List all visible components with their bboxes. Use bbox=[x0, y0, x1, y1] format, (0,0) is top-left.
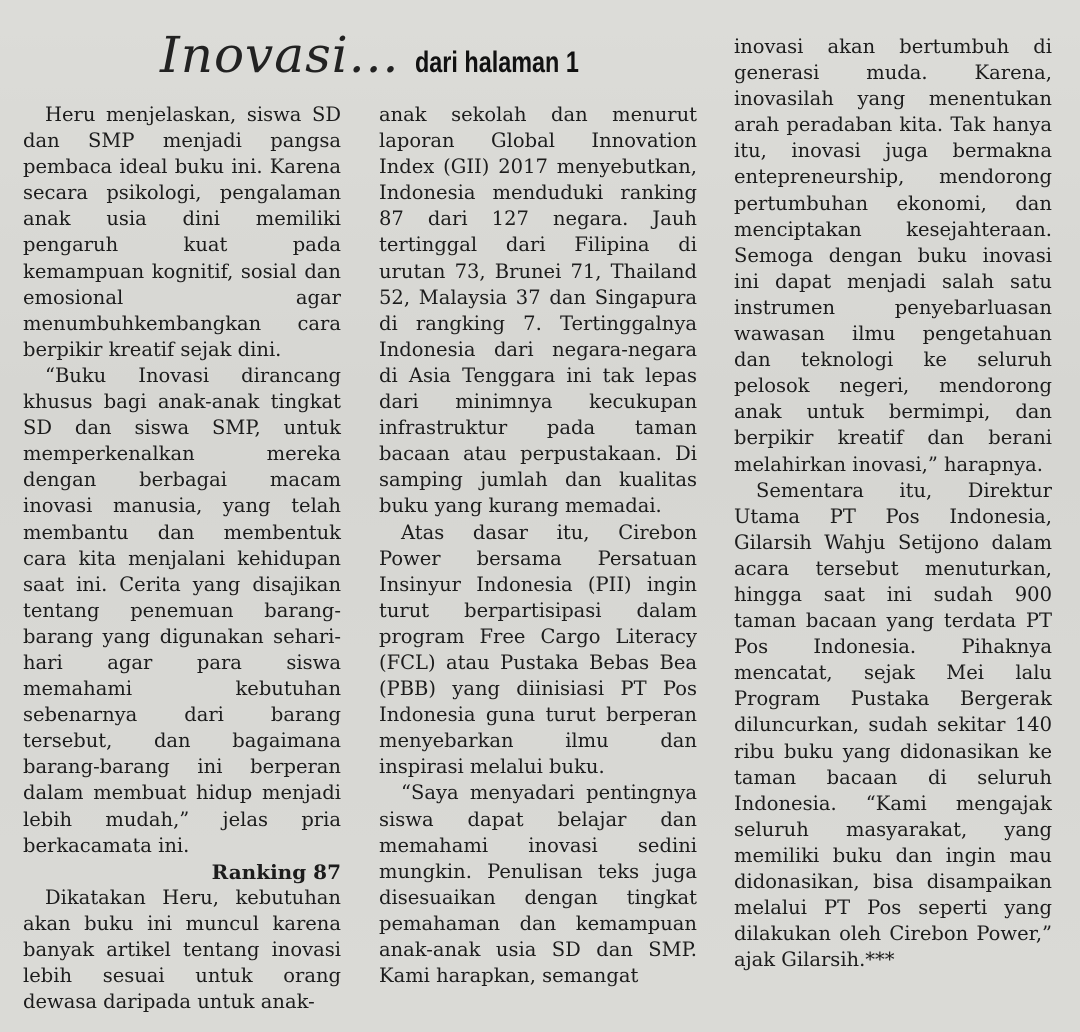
paragraph: inovasi akan bertumbuh di generasi muda. Karena, inovasilah yang menentukan arah peradaban kita. Tak hanya itu, inovasi juga bermakna entepreneurship, mendorong pertumbuhan ekonomi, dan menciptakan kesejahteraan. Semoga dengan buku inovasi ini dapat menjadi salah satu instrumen penyebarluasan wawasan ilmu pengetahuan dan teknologi ke seluruh pelosok negeri, mendorong anak untuk bermimpi, dan berpikir kreatif dan berani melahirkan inovasi,” harapnya. bbox=[734, 35, 1052, 476]
subheading: Ranking 87 bbox=[211, 859, 341, 884]
paragraph: Atas dasar itu, Cirebon Power bersama Persatuan Insinyur Indonesia (PII) ingin turut berpartisipasi dalam program Free Cargo Literacy (FCL) atau Pustaka Bebas Bea (PBB) yang diinisiasi PT Pos Indonesia guna turut berperan menyebarkan ilmu dan inspirasi melalui buku. bbox=[379, 520, 697, 779]
headline bbox=[160, 26, 625, 84]
paragraph: Sementara itu, Direktur Utama PT Pos Indonesia, Gilarsih Wahju Setijono dalam acara tersebut menuturkan, hingga saat ini sudah 900 taman bacaan yang terdata PT Pos Indonesia. Pihaknya mencatat, sejak Mei lalu Program Pustaka Bergerak diluncurkan, sudah sekitar 140 ribu buku yang didonasikan ke taman bacaan di seluruh Indonesia. “Kami mengajak seluruh masyarakat, yang memiliki buku dan ingin mau didonasikan, bisa disampaikan melalui PT Pos seperti yang dilakukan oleh Cirebon Power,” ajak Gilarsih.*** bbox=[734, 478, 1052, 972]
article-column-3 bbox=[734, 34, 1052, 973]
headline-word: Inovasi... bbox=[160, 26, 400, 84]
article-column-2 bbox=[379, 102, 697, 989]
paragraph: “Saya menyadari pentingnya siswa dapat belajar dan memahami inovasi sedini mungkin. Penulisan teks juga disesuaikan dengan tingkat pemahaman dan kemampuan anak-anak usia SD dan SMP. Kami harapkan, semangat bbox=[379, 781, 697, 988]
headline-continuation: dari halaman 1 bbox=[414, 46, 579, 79]
paragraph: anak sekolah dan menurut laporan Global Innovation Index (GII) 2017 menyebutkan, Indonesia menduduki ranking 87 dari 127 negara. Jauh tertinggal dari Filipina di urutan 73, Brunei 71, Thailand 52, Malaysia 37 dan Singapura di rangking 7. Tertinggalnya Indonesia dari negara-negara di Asia Tenggara ini tak lepas dari minimnya kecukupan infrastruktur pada taman bacaan atau perpustakaan. Di samping jumlah dan kualitas buku yang kurang memadai. bbox=[379, 103, 697, 518]
paragraph: Heru menjelaskan, siswa SD dan SMP menjadi pangsa pembaca ideal buku ini. Karena secara psikologi, pengalaman anak usia dini memiliki pengaruh kuat pada kemampuan kognitif, sosial dan emosional agar menumbuhkembangkan cara berpikir kreatif sejak dini. bbox=[23, 103, 341, 361]
article-column-1 bbox=[23, 102, 341, 1015]
paragraph: Dikatakan Heru, kebutuhan akan buku ini muncul karena banyak artikel tentang inovasi lebih sesuai untuk orang dewasa daripada untuk anak- bbox=[23, 885, 341, 1014]
paragraph: “Buku Inovasi dirancang khusus bagi anak-anak tingkat SD dan siswa SMP, untuk memperkenalkan mereka dengan berbagai macam inovasi manusia, yang telah membantu dan membentuk cara kita menjalani kehidupan saat ini. Cerita yang disajikan tentang penemuan barang-barang yang digunakan sehari-hari agar para siswa memahami kebutuhan sebenarnya dari barang tersebut, dan bagaimana barang-barang ini berperan dalam membuat hidup menjadi lebih mudah,” jelas pria berkacamata ini. bbox=[23, 363, 341, 857]
